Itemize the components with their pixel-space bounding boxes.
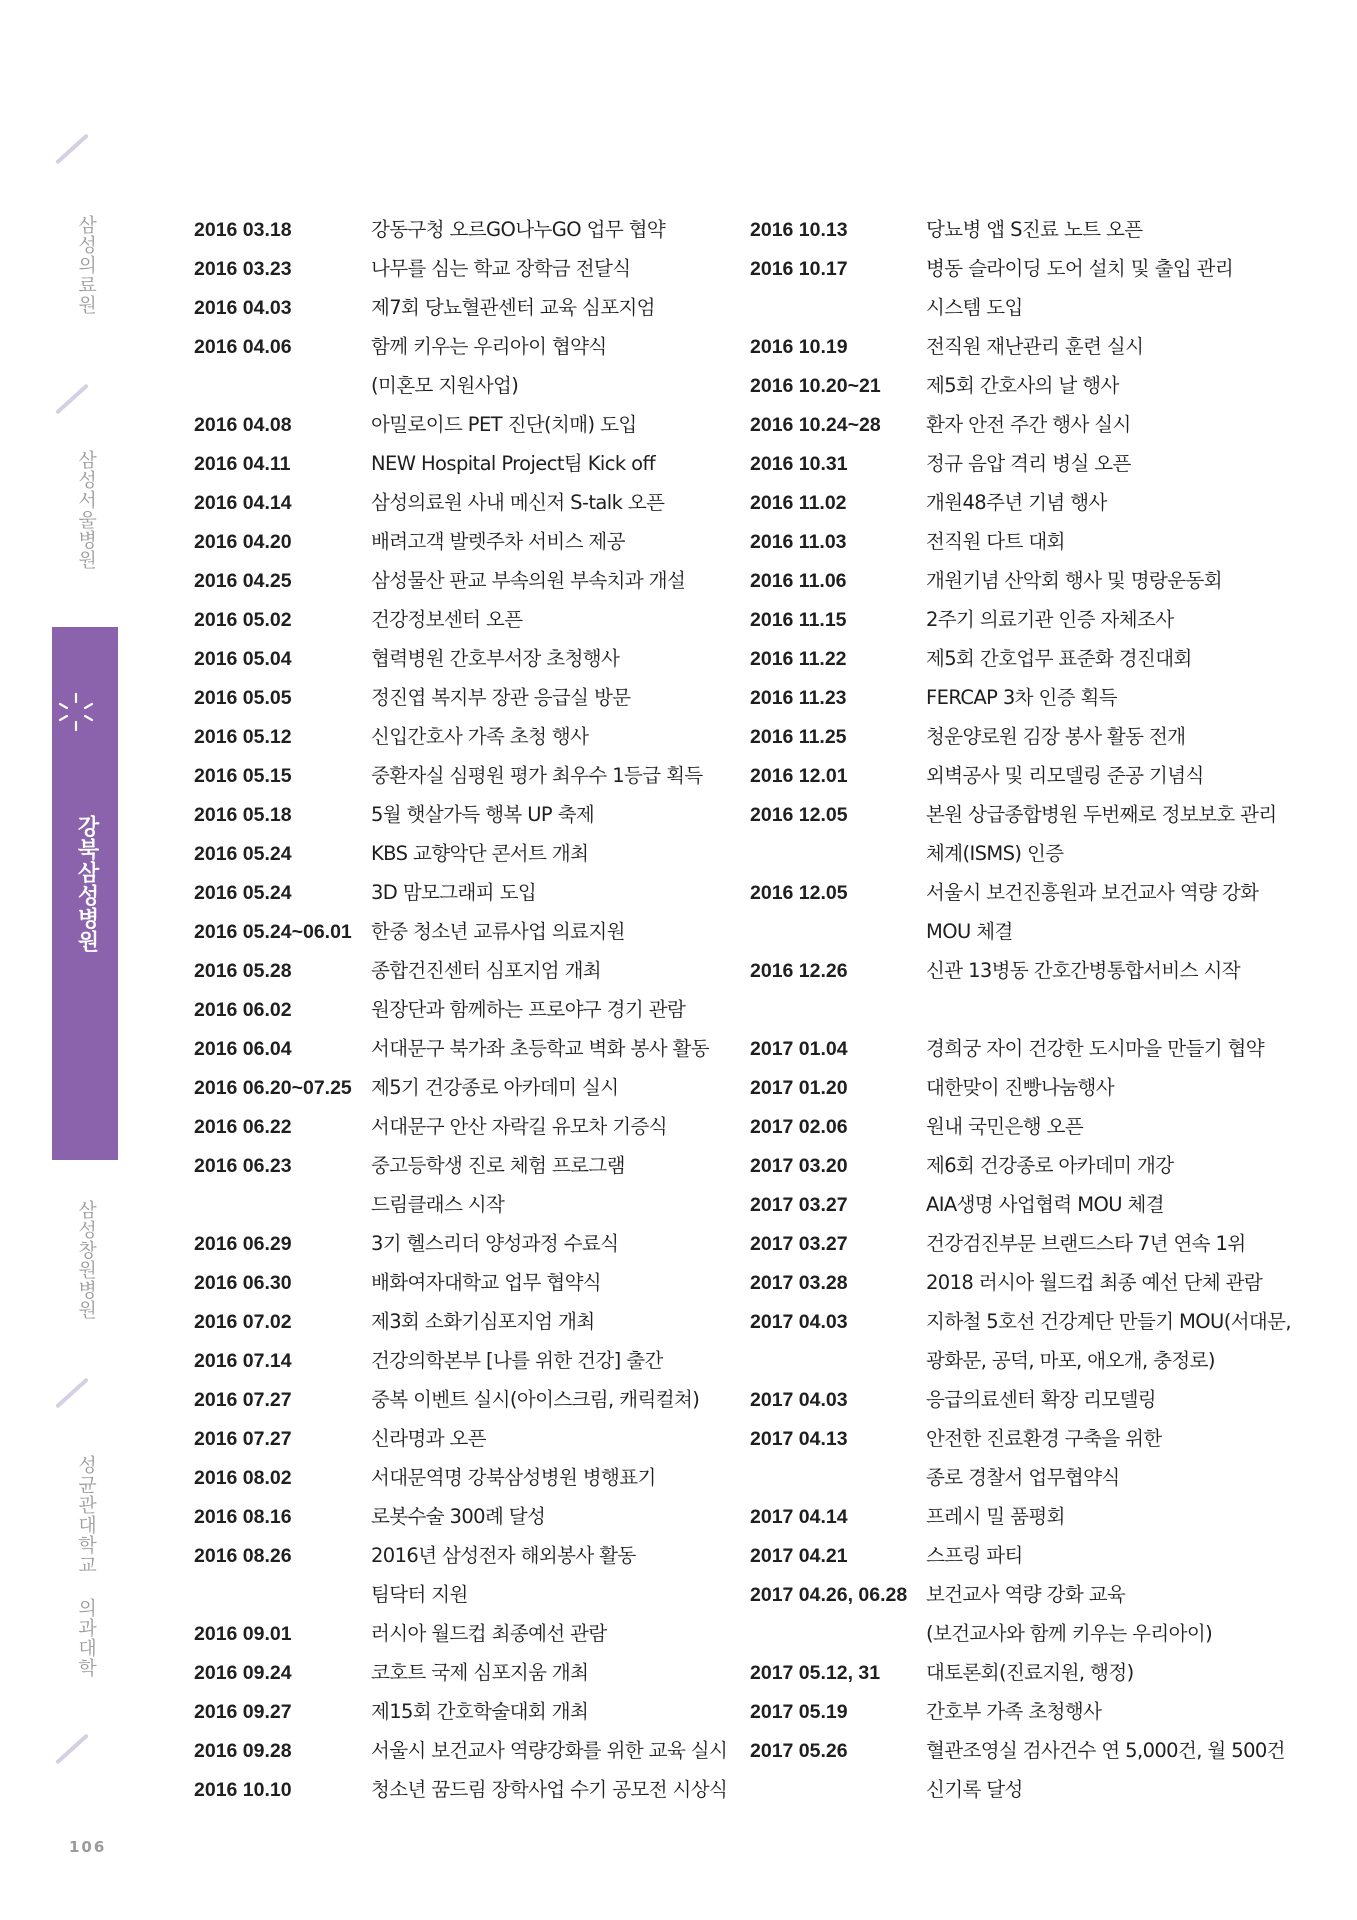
entry-description: 중고등학생 진로 체험 프로그램	[371, 1154, 625, 1177]
entry-description: 서대문구 북가좌 초등학교 벽화 봉사 활동	[371, 1037, 710, 1060]
entry-date: 2016 05.12	[194, 726, 292, 748]
entry-description: 건강검진부문 브랜드스타 7년 연속 1위	[926, 1232, 1246, 1255]
entry-date: 2016 06.22	[194, 1116, 292, 1138]
entry-date: 2016 05.18	[194, 804, 292, 826]
entry-description: 3기 헬스리더 양성과정 수료식	[371, 1232, 619, 1255]
entry-date: 2016 05.28	[194, 960, 292, 982]
entry-description: AIA생명 사업협력 MOU 체결	[926, 1193, 1164, 1216]
entry-date: 2016 07.02	[194, 1311, 292, 1333]
entry-description: 제6회 건강종로 아카데미 개강	[926, 1154, 1174, 1177]
entry-description: NEW Hospital Project팀 Kick off	[371, 452, 655, 475]
entry-description: 중복 이벤트 실시(아이스크림, 캐릭컬쳐)	[371, 1388, 700, 1411]
entry-date: 2017 04.21	[750, 1545, 848, 1567]
entry-description: FERCAP 3차 인증 획득	[926, 686, 1118, 709]
entry-date: 2016 11.06	[750, 570, 847, 592]
entry-description: 배려고객 발렛주차 서비스 제공	[371, 530, 625, 553]
entry-date: 2016 10.24~28	[750, 414, 881, 436]
entry-description: 개원48주년 기념 행사	[926, 491, 1107, 514]
entry-date: 2016 10.13	[750, 219, 848, 241]
entry-date: 2016 05.24	[194, 882, 292, 904]
entry-description: 대한맞이 진빵나눔행사	[926, 1076, 1114, 1099]
side-nav	[0, 0, 120, 1920]
entry-date: 2016 11.02	[750, 492, 847, 514]
entry-description: 정규 음압 격리 병실 오픈	[926, 452, 1131, 475]
entry-description: 광화문, 공덕, 마포, 애오개, 충정로)	[926, 1349, 1215, 1372]
entry-date: 2016 03.23	[194, 258, 292, 280]
entry-date: 2016 04.20	[194, 531, 292, 553]
entry-description: 신입간호사 가족 초청 행사	[371, 725, 589, 748]
entry-date: 2016 06.29	[194, 1233, 292, 1255]
side-nav-item-samsung-medical[interactable]: 삼성의료원	[75, 215, 97, 315]
entry-description: MOU 체결	[926, 920, 1013, 943]
entry-date: 2016 05.05	[194, 687, 292, 709]
entry-description: 개원기념 산악회 행사 및 명랑운동회	[926, 569, 1222, 592]
entry-date: 2016 12.05	[750, 882, 848, 904]
entry-description: 환자 안전 주간 행사 실시	[926, 413, 1131, 436]
entry-description: 신관 13병동 간호간병통합서비스 시작	[926, 959, 1240, 982]
entry-date: 2017 04.14	[750, 1506, 848, 1528]
entry-date: 2016 06.20~07.25	[194, 1077, 352, 1099]
side-nav-item-kangbuk-samsung[interactable]: 강북삼성병원	[74, 815, 99, 953]
entry-description: 원내 국민은행 오픈	[926, 1115, 1084, 1138]
entry-description: 청소년 꿈드림 장학사업 수기 공모전 시상식	[371, 1778, 728, 1801]
entry-date: 2016 05.24	[194, 843, 292, 865]
entry-description: 서대문역명 강북삼성병원 병행표기	[371, 1466, 656, 1489]
entry-date: 2016 04.03	[194, 297, 292, 319]
entry-date: 2016 11.25	[750, 726, 847, 748]
entry-description: KBS 교향악단 콘서트 개최	[371, 842, 589, 865]
entry-description: 제3회 소화기심포지엄 개최	[371, 1310, 595, 1333]
entry-description: 서울시 보건진흥원과 보건교사 역량 강화	[926, 881, 1259, 904]
side-nav-item-samsung-changwon[interactable]: 삼성창원병원	[75, 1200, 97, 1320]
entry-description: 프레시 밀 품평회	[926, 1505, 1065, 1528]
side-nav-item-samsung-seoul[interactable]: 삼성서울병원	[75, 450, 97, 570]
entry-date: 2016 11.22	[750, 648, 847, 670]
entry-date: 2016 10.17	[750, 258, 848, 280]
entry-date: 2017 04.03	[750, 1389, 848, 1411]
entry-date: 2017 05.19	[750, 1701, 848, 1723]
entry-date: 2016 12.01	[750, 765, 848, 787]
entry-description: 보건교사 역량 강화 교육	[926, 1583, 1126, 1606]
entry-description: 신기록 달성	[926, 1778, 1023, 1801]
entry-description: 외벽공사 및 리모델링 준공 기념식	[926, 764, 1204, 787]
entry-date: 2016 11.03	[750, 531, 847, 553]
side-nav-item-skku-medicine[interactable]: 성균관대학교 의과대학	[75, 1455, 97, 1678]
entry-description: 경희궁 자이 건강한 도시마을 만들기 협약	[926, 1037, 1265, 1060]
entry-description: 드림클래스 시작	[371, 1193, 505, 1216]
divider-slash	[55, 1733, 89, 1764]
entry-description: 종로 경찰서 업무협약식	[926, 1466, 1120, 1489]
entry-description: 2주기 의료기관 인증 자체조사	[926, 608, 1174, 631]
entry-description: 협력병원 간호부서장 초청행사	[371, 647, 620, 670]
entry-date: 2017 05.12, 31	[750, 1662, 881, 1684]
entry-description: 병동 슬라이딩 도어 설치 및 출입 관리	[926, 257, 1234, 280]
divider-slash	[55, 383, 89, 414]
entry-description: 중환자실 심평원 평가 최우수 1등급 획득	[371, 764, 703, 787]
entry-description: 건강정보센터 오픈	[371, 608, 523, 631]
entry-date: 2016 05.04	[194, 648, 292, 670]
entry-date: 2016 06.23	[194, 1155, 292, 1177]
entry-description: 원장단과 함께하는 프로야구 경기 관람	[371, 998, 686, 1021]
entry-description: 체계(ISMS) 인증	[926, 842, 1064, 865]
entry-description: 삼성물산 판교 부속의원 부속치과 개설	[371, 569, 686, 592]
entry-description: 시스템 도입	[926, 296, 1023, 319]
entry-date: 2016 04.08	[194, 414, 292, 436]
entry-date: 2016 10.19	[750, 336, 848, 358]
entry-description: 건강의학본부 [나를 위한 건강] 출간	[371, 1349, 663, 1372]
entry-description: 2018 러시아 월드컵 최종 예선 단체 관람	[926, 1271, 1263, 1294]
entry-date: 2016 10.20~21	[750, 375, 881, 397]
entry-description: 제15회 간호학술대회 개최	[371, 1700, 589, 1723]
entry-date: 2016 11.15	[750, 609, 847, 631]
entry-description: 러시아 월드컵 최종예선 관람	[371, 1622, 607, 1645]
entry-description: 나무를 심는 학교 장학금 전달식	[371, 257, 631, 280]
entry-description: 제7회 당뇨혈관센터 교육 심포지엄	[371, 296, 655, 319]
entry-description: 본원 상급종합병원 두번째로 정보보호 관리	[926, 803, 1277, 826]
entry-description: 아밀로이드 PET 진단(치매) 도입	[371, 413, 637, 436]
entry-date: 2016 04.06	[194, 336, 292, 358]
page-number: 106	[69, 1838, 107, 1856]
entry-description: 전직원 재난관리 훈련 실시	[926, 335, 1144, 358]
entry-description: 신라명과 오픈	[371, 1427, 487, 1450]
entry-description: 지하철 5호선 건강계단 만들기 MOU(서대문,	[926, 1310, 1292, 1333]
entry-date: 2016 07.27	[194, 1428, 292, 1450]
entry-description: 제5회 간호업무 표준화 경진대회	[926, 647, 1192, 670]
entry-date: 2016 05.24~06.01	[194, 921, 352, 943]
entry-description: 스프링 파티	[926, 1544, 1023, 1567]
sparkle-icon	[54, 690, 98, 734]
entry-description: 간호부 가족 초청행사	[926, 1700, 1102, 1723]
entry-description: 청운양로원 김장 봉사 활동 전개	[926, 725, 1186, 748]
entry-description: 혈관조영실 검사건수 연 5,000건, 월 500건	[926, 1739, 1285, 1762]
divider-slash	[55, 1377, 89, 1408]
entry-date: 2016 08.16	[194, 1506, 292, 1528]
entry-description: 안전한 진료환경 구축을 위한	[926, 1427, 1162, 1450]
entry-date: 2017 03.27	[750, 1233, 848, 1255]
entry-description: 5월 햇살가득 행복 UP 축제	[371, 803, 595, 826]
entry-date: 2016 10.10	[194, 1779, 292, 1801]
entry-date: 2017 01.04	[750, 1038, 848, 1060]
entry-date: 2016 04.11	[194, 453, 291, 475]
entry-date: 2016 10.31	[750, 453, 848, 475]
entry-description: 정진엽 복지부 장관 응급실 방문	[371, 686, 631, 709]
entry-description: 대토론회(진료지원, 행정)	[926, 1661, 1134, 1684]
entry-date: 2017 03.28	[750, 1272, 848, 1294]
entry-date: 2016 06.04	[194, 1038, 292, 1060]
entry-description: (보건교사와 함께 키우는 우리아이)	[926, 1622, 1213, 1645]
entry-description: (미혼모 지원사업)	[371, 374, 519, 397]
entry-date: 2017 04.26, 06.28	[750, 1584, 908, 1606]
entry-description: 한중 청소년 교류사업 의료지원	[371, 920, 625, 943]
entry-date: 2016 04.14	[194, 492, 292, 514]
entry-date: 2016 12.26	[750, 960, 848, 982]
entry-description: 3D 맘모그래피 도입	[371, 881, 537, 904]
entry-date: 2016 03.18	[194, 219, 292, 241]
entry-date: 2016 08.02	[194, 1467, 292, 1489]
entry-date: 2016 09.27	[194, 1701, 292, 1723]
entry-date: 2017 02.06	[750, 1116, 848, 1138]
entry-description: 서울시 보건교사 역량강화를 위한 교육 실시	[371, 1739, 728, 1762]
entry-description: 2016년 삼성전자 해외봉사 활동	[371, 1544, 636, 1567]
entry-date: 2017 03.20	[750, 1155, 848, 1177]
entry-date: 2016 05.15	[194, 765, 292, 787]
entry-description: 전직원 다트 대회	[926, 530, 1065, 553]
entry-date: 2016 11.23	[750, 687, 847, 709]
entry-date: 2016 07.27	[194, 1389, 292, 1411]
entry-date: 2016 07.14	[194, 1350, 292, 1372]
entry-description: 배화여자대학교 업무 협약식	[371, 1271, 602, 1294]
entry-date: 2017 05.26	[750, 1740, 848, 1762]
entry-description: 강동구청 오르GO나누GO 업무 협약	[371, 218, 666, 241]
entry-description: 응급의료센터 확장 리모델링	[926, 1388, 1157, 1411]
entry-description: 제5회 간호사의 날 행사	[926, 374, 1119, 397]
entry-description: 당뇨병 앱 S진료 노트 오픈	[926, 218, 1143, 241]
entry-date: 2016 12.05	[750, 804, 848, 826]
entry-date: 2017 04.03	[750, 1311, 848, 1333]
entry-date: 2016 09.24	[194, 1662, 292, 1684]
entry-date: 2016 09.28	[194, 1740, 292, 1762]
entry-date: 2017 04.13	[750, 1428, 848, 1450]
entry-date: 2016 04.25	[194, 570, 292, 592]
entry-description: 코호트 국제 심포지움 개최	[371, 1661, 589, 1684]
entry-date: 2016 06.30	[194, 1272, 292, 1294]
entry-date: 2017 03.27	[750, 1194, 848, 1216]
entry-description: 서대문구 안산 자락길 유모차 기증식	[371, 1115, 667, 1138]
entry-description: 종합건진센터 심포지엄 개최	[371, 959, 602, 982]
entry-description: 제5기 건강종로 아카데미 실시	[371, 1076, 619, 1099]
entry-date: 2016 08.26	[194, 1545, 292, 1567]
entry-description: 로봇수술 300례 달성	[371, 1505, 546, 1528]
entry-description: 팀닥터 지원	[371, 1583, 468, 1606]
entry-date: 2016 09.01	[194, 1623, 292, 1645]
entry-date: 2016 06.02	[194, 999, 292, 1021]
entry-date: 2017 01.20	[750, 1077, 848, 1099]
entry-description: 삼성의료원 사내 메신저 S-talk 오픈	[371, 491, 665, 514]
entry-description: 함께 키우는 우리아이 협약식	[371, 335, 607, 358]
divider-slash	[55, 133, 89, 164]
entry-date: 2016 05.02	[194, 609, 292, 631]
